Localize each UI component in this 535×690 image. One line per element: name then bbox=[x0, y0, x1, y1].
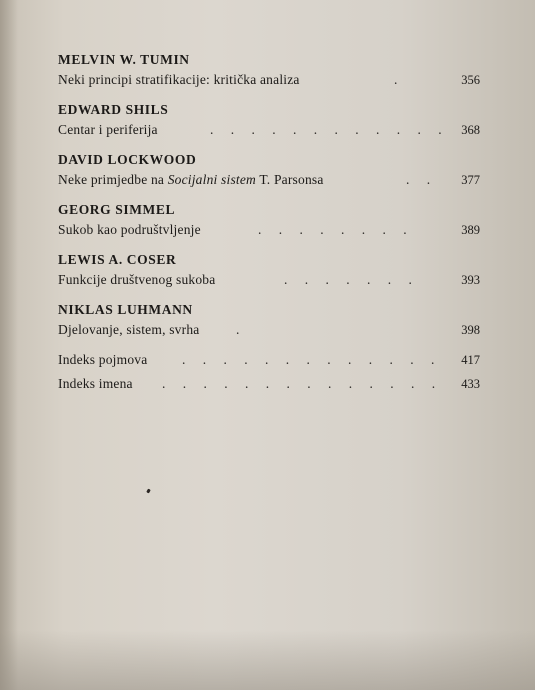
dot-leader: . . bbox=[406, 172, 438, 187]
toc-entry-tumin bbox=[58, 50, 488, 90]
entry-page-number: 389 bbox=[461, 223, 480, 237]
entry-author: GEORG SIMMEL bbox=[58, 202, 176, 217]
toc-entry-simmel bbox=[58, 200, 488, 240]
entry-title: Funkcije društvenog sukoba bbox=[58, 272, 216, 287]
entry-page-number: 356 bbox=[461, 73, 480, 87]
entry-title: Djelovanje, sistem, svrha bbox=[58, 322, 200, 337]
entry-line bbox=[58, 320, 488, 340]
toc-entry-lockwood bbox=[58, 150, 488, 190]
entry-title-italic: Socijalni sistem bbox=[167, 172, 257, 187]
entry-title-part: T. Parsonsa bbox=[256, 172, 324, 187]
toc-entry-coser bbox=[58, 250, 488, 290]
entry-page-number: 393 bbox=[461, 273, 480, 287]
entry-line bbox=[58, 120, 488, 140]
entry-author: MELVIN W. TUMIN bbox=[58, 52, 190, 67]
dot-leader: . . . . . . . bbox=[284, 272, 419, 287]
index-page-number: 433 bbox=[461, 377, 480, 391]
index-title: Indeks imena bbox=[58, 376, 133, 391]
dot-leader: . bbox=[394, 72, 405, 87]
entry-line bbox=[58, 374, 488, 394]
toc-entry-luhmann bbox=[58, 300, 488, 340]
dot-leader: . . . . . . . . bbox=[258, 222, 414, 237]
entry-line bbox=[58, 220, 488, 240]
table-of-contents bbox=[58, 50, 488, 398]
index-entry-imena bbox=[58, 374, 488, 394]
entry-author: NIKLAS LUHMANN bbox=[58, 302, 193, 317]
entry-page-number: 368 bbox=[461, 123, 480, 137]
entry-line bbox=[58, 70, 488, 90]
entry-title: Centar i periferija bbox=[58, 122, 158, 137]
index-title: Indeks pojmova bbox=[58, 352, 148, 367]
entry-line bbox=[58, 170, 488, 190]
index-entry-pojmova bbox=[58, 350, 488, 370]
dot-leader: . . . . . . . . . . . . bbox=[210, 122, 449, 137]
entry-author: DAVID LOCKWOOD bbox=[58, 152, 197, 167]
entry-author: EDWARD SHILS bbox=[58, 102, 169, 117]
dot-leader: . bbox=[236, 322, 247, 337]
page-edge-shadow bbox=[0, 0, 18, 690]
entry-title: Sukob kao podruštvljenje bbox=[58, 222, 201, 237]
dot-leader: . . . . . . . . . . . . . . bbox=[162, 376, 443, 391]
entry-title: Neki principi stratifikacije: kritička analiza bbox=[58, 72, 300, 87]
paper-speck bbox=[146, 489, 151, 494]
entry-title bbox=[58, 172, 324, 187]
toc-entry-shils bbox=[58, 100, 488, 140]
entry-page-number: 377 bbox=[461, 173, 480, 187]
entry-author: LEWIS A. COSER bbox=[58, 252, 177, 267]
entry-title-part: Neke primjedbe na bbox=[58, 172, 168, 187]
index-page-number: 417 bbox=[461, 353, 480, 367]
entry-line bbox=[58, 270, 488, 290]
page-bottom-shade bbox=[0, 630, 535, 690]
dot-leader: . . . . . . . . . . . . . bbox=[182, 352, 442, 367]
entry-page-number: 398 bbox=[461, 323, 480, 337]
entry-line bbox=[58, 350, 488, 370]
